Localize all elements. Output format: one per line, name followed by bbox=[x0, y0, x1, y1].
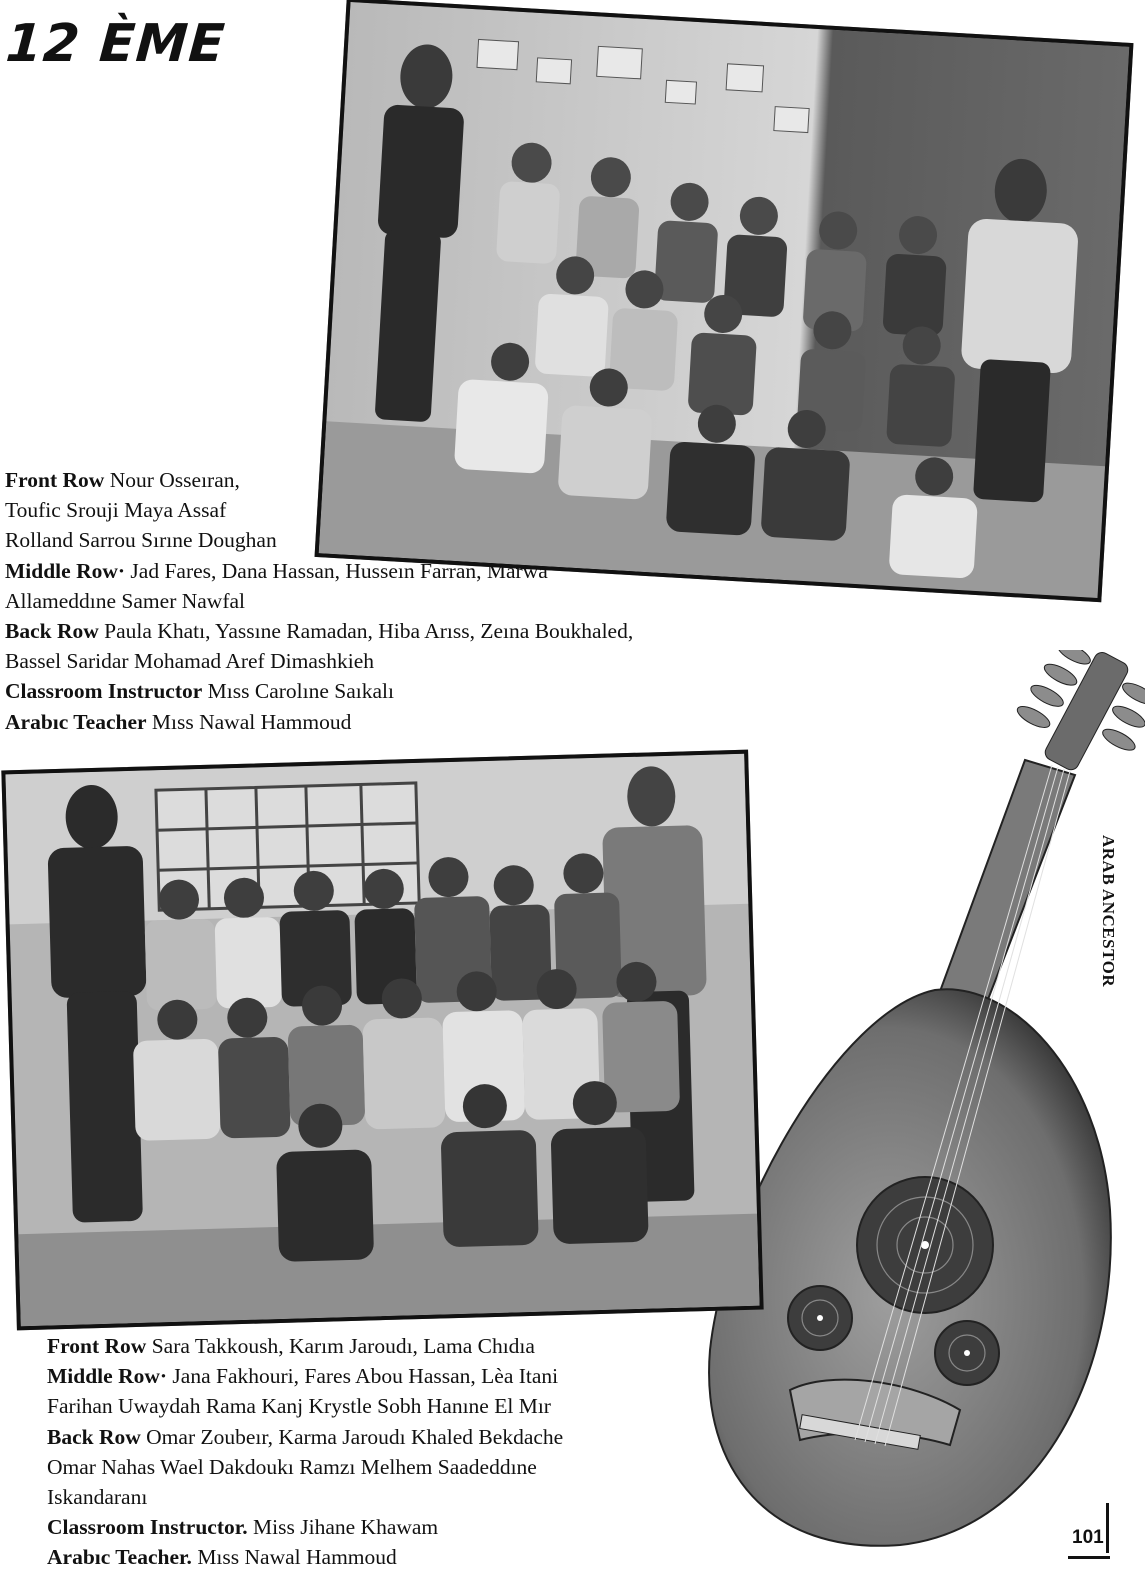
caption-line: Classroom Instructor. Miss Jihane Khawam bbox=[47, 1515, 439, 1540]
caption-line: Middle Row· Jana Fakhouri, Fares Abou Hassan, Lèa Itani bbox=[47, 1364, 559, 1389]
caption-line: Back Row Paula Khatı, Yassıne Ramadan, Hiba Arıss, Zeına Boukhaled, bbox=[5, 619, 634, 644]
caption-line: Rolland Sarrou Sırıne Doughan bbox=[5, 528, 277, 553]
caption-line: Back Row Omar Zoubeır, Karma Jaroudı Khaled Bekdache bbox=[47, 1424, 564, 1449]
section-side-label: ARAB ANCESTOR bbox=[1099, 835, 1118, 988]
caption-line: Iskandaranı bbox=[47, 1485, 148, 1510]
caption-line: Omar Nahas Wael Dakdoukı Ramzı Melhem Saadeddıne bbox=[47, 1454, 537, 1479]
caption-line: Middle Row· Jad Fares, Dana Hassan, Husseın Farran, Marwa bbox=[5, 558, 548, 583]
page-title: 12 ÈME bbox=[3, 14, 228, 74]
caption-line: Classroom Instructor Mıss Carolıne Saıkalı bbox=[5, 679, 394, 704]
page-number-rule bbox=[1068, 1556, 1110, 1559]
caption-top bbox=[5, 465, 633, 737]
caption-line: Arabıc Teacher. Mıss Nawal Hammoud bbox=[47, 1545, 397, 1570]
caption-line: Allameddıne Samer Nawfal bbox=[5, 588, 245, 613]
caption-line: Toufic Srouji Maya Assaf bbox=[5, 498, 227, 523]
page-number: 101 bbox=[1072, 1527, 1104, 1548]
caption-line: Front Row Nour Osseıran, bbox=[5, 468, 240, 492]
caption-line: Front Row Sara Takkoush, Karım Jaroudı, Lama Chıdıa bbox=[47, 1334, 535, 1358]
class-photo-bottom-image bbox=[5, 754, 759, 1326]
caption-bottom bbox=[47, 1331, 563, 1573]
caption-line: Arabıc Teacher Mıss Nawal Hammoud bbox=[5, 709, 352, 734]
page-number-rule bbox=[1106, 1503, 1109, 1553]
caption-line: Bassel Saridar Mohamad Aref Dimashkieh bbox=[5, 649, 374, 674]
class-photo-bottom bbox=[1, 750, 763, 1331]
caption-line: Farihan Uwaydah Rama Kanj Krystle Sobh Hanıne El Mır bbox=[47, 1394, 551, 1419]
